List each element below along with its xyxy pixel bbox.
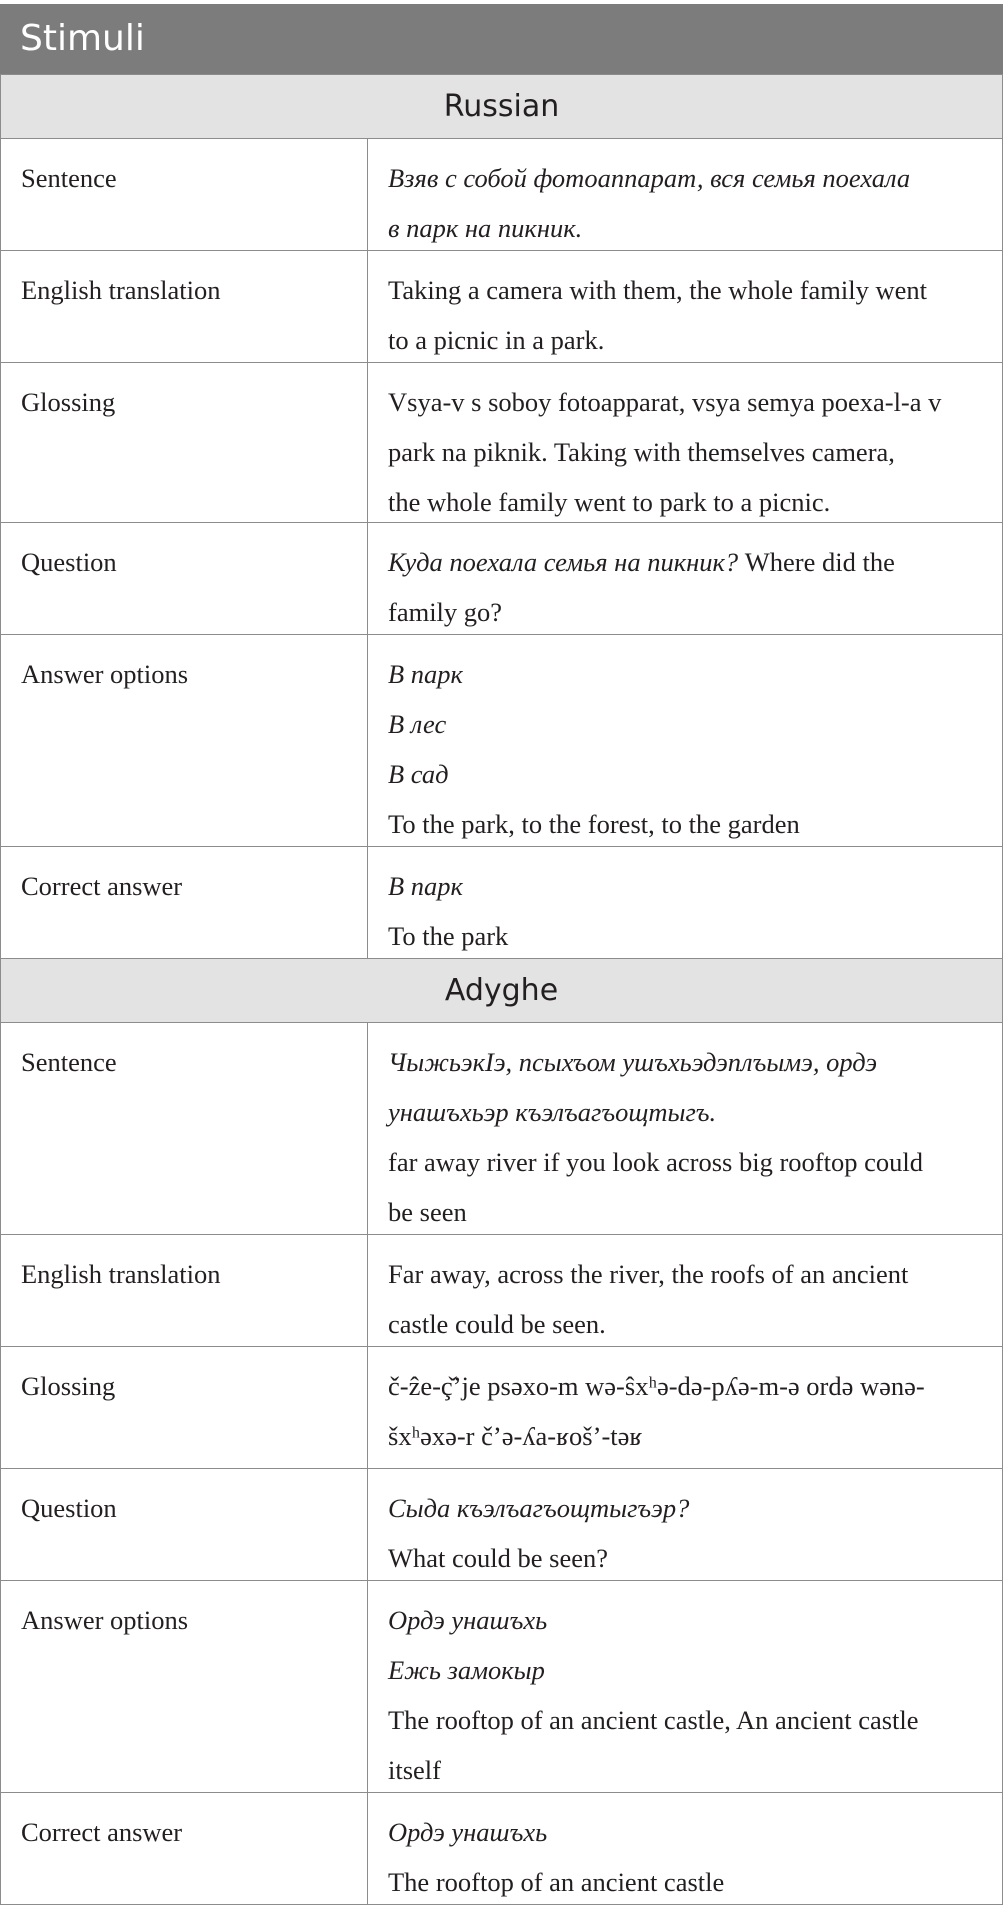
section-header-adyghe: Adyghe <box>0 958 1003 1022</box>
value-line <box>388 315 982 365</box>
table-row <box>0 1580 1003 1792</box>
plain-text: šxʰəxə-r čʼə-ʎa-ʁošʼ-təʁ <box>388 1421 643 1451</box>
italic-text: В сад <box>388 759 449 789</box>
row-value <box>368 1793 1002 1904</box>
value-line <box>388 1249 982 1299</box>
italic-text: ЧыжьэкIэ, псыхъом ушъхьэдэплъымэ, ордэ <box>388 1047 878 1077</box>
value-line <box>388 427 982 477</box>
table-row <box>0 362 1003 522</box>
value-line <box>388 537 982 587</box>
value-line <box>388 1695 982 1745</box>
row-value <box>368 363 1002 522</box>
value-line <box>388 1595 982 1645</box>
table-title: Stimuli <box>0 4 1003 74</box>
plain-text: To the park, to the forest, to the garden <box>388 809 800 839</box>
value-line <box>388 911 982 961</box>
table-row <box>0 634 1003 846</box>
italic-text: Ежь замокыр <box>388 1655 545 1685</box>
value-line <box>388 153 982 203</box>
row-label: Glossing <box>1 1347 368 1468</box>
value-line <box>388 477 982 527</box>
value-line <box>388 1645 982 1695</box>
section-header-russian: Russian <box>0 74 1003 138</box>
table-row <box>0 522 1003 634</box>
plain-text: to a picnic in a park. <box>388 325 605 355</box>
table-row <box>0 138 1003 250</box>
table-row <box>0 250 1003 362</box>
row-label: Correct answer <box>1 1793 368 1904</box>
row-label: Glossing <box>1 363 368 522</box>
row-value <box>368 1469 1002 1580</box>
value-line <box>388 1483 982 1533</box>
italic-text: В парк <box>388 659 463 689</box>
value-line <box>388 587 982 637</box>
row-label: Answer options <box>1 635 368 846</box>
plain-text: Far away, across the river, the roofs of an ancient <box>388 1259 909 1289</box>
plain-text: far away river if you look across big rooftop could <box>388 1147 923 1177</box>
value-line <box>388 861 982 911</box>
value-line <box>388 1533 982 1583</box>
row-label: English translation <box>1 1235 368 1346</box>
value-line <box>388 1299 982 1349</box>
plain-text: castle could be seen. <box>388 1309 606 1339</box>
italic-text: Сыда къэлъагъощтыгъэр? <box>388 1493 690 1523</box>
row-label: Sentence <box>1 1023 368 1234</box>
italic-text: Ордэ унашъхь <box>388 1605 548 1635</box>
plain-text: What could be seen? <box>388 1543 608 1573</box>
italic-text: Взяв с собой фотоаппарат, вся семья поехала <box>388 163 911 193</box>
italic-text: Куда поехала семья на пикник? <box>388 547 739 577</box>
table-row <box>0 846 1003 958</box>
value-line <box>388 1087 982 1137</box>
table-row <box>0 1468 1003 1580</box>
italic-text: в парк на пикник. <box>388 213 583 243</box>
value-line <box>388 1857 982 1907</box>
table-row <box>0 1234 1003 1346</box>
plain-text: be seen <box>388 1197 467 1227</box>
plain-text: Taking a camera with them, the whole family went <box>388 275 928 305</box>
italic-text: В лес <box>388 709 447 739</box>
plain-text: Vsya-v s soboy fotoapparat, vsya semya poexa-l-a v <box>388 387 942 417</box>
plain-text: park na piknik. Taking with themselves camera, <box>388 437 895 467</box>
row-value <box>368 139 1002 250</box>
plain-text: č-ẑe-ç̌ʼje psəxo-m wə-ŝxʰə-də-pʎə-m-ə ordə wənə- <box>388 1371 925 1401</box>
value-line <box>388 1745 982 1795</box>
row-value <box>368 523 1002 634</box>
value-line <box>388 799 982 849</box>
value-line <box>388 1037 982 1087</box>
plain-text: itself <box>388 1755 441 1785</box>
row-label: Question <box>1 523 368 634</box>
row-label: English translation <box>1 251 368 362</box>
value-line <box>388 1187 982 1237</box>
row-value <box>368 1023 1002 1234</box>
value-line <box>388 699 982 749</box>
plain-text: the whole family went to park to a picnic. <box>388 487 831 517</box>
row-value <box>368 847 1002 958</box>
value-line <box>388 1411 982 1461</box>
table-row <box>0 1792 1003 1904</box>
table-row <box>0 1022 1003 1234</box>
italic-text: унашъхьэр къэлъагъощтыгъ. <box>388 1097 717 1127</box>
table-row <box>0 1346 1003 1468</box>
value-line <box>388 1807 982 1857</box>
value-line <box>388 377 982 427</box>
table-body <box>0 74 1003 1904</box>
plain-text: The rooftop of an ancient castle <box>388 1867 725 1897</box>
row-value <box>368 635 1002 846</box>
row-label: Correct answer <box>1 847 368 958</box>
row-label: Question <box>1 1469 368 1580</box>
plain-text: family go? <box>388 597 503 627</box>
value-line <box>388 203 982 253</box>
value-line <box>388 749 982 799</box>
plain-text: Where did the <box>738 547 895 577</box>
plain-text: The rooftop of an ancient castle, An ancient castle <box>388 1705 919 1735</box>
value-line <box>388 265 982 315</box>
row-value <box>368 1347 1002 1468</box>
italic-text: В парк <box>388 871 463 901</box>
row-label: Sentence <box>1 139 368 250</box>
value-line <box>388 1137 982 1187</box>
plain-text: To the park <box>388 921 509 951</box>
row-value <box>368 1235 1002 1346</box>
row-label: Answer options <box>1 1581 368 1792</box>
stimuli-table <box>0 4 1003 1905</box>
row-value <box>368 251 1002 362</box>
row-value <box>368 1581 1002 1792</box>
italic-text: Ордэ унашъхь <box>388 1817 548 1847</box>
value-line <box>388 1361 982 1411</box>
value-line <box>388 649 982 699</box>
